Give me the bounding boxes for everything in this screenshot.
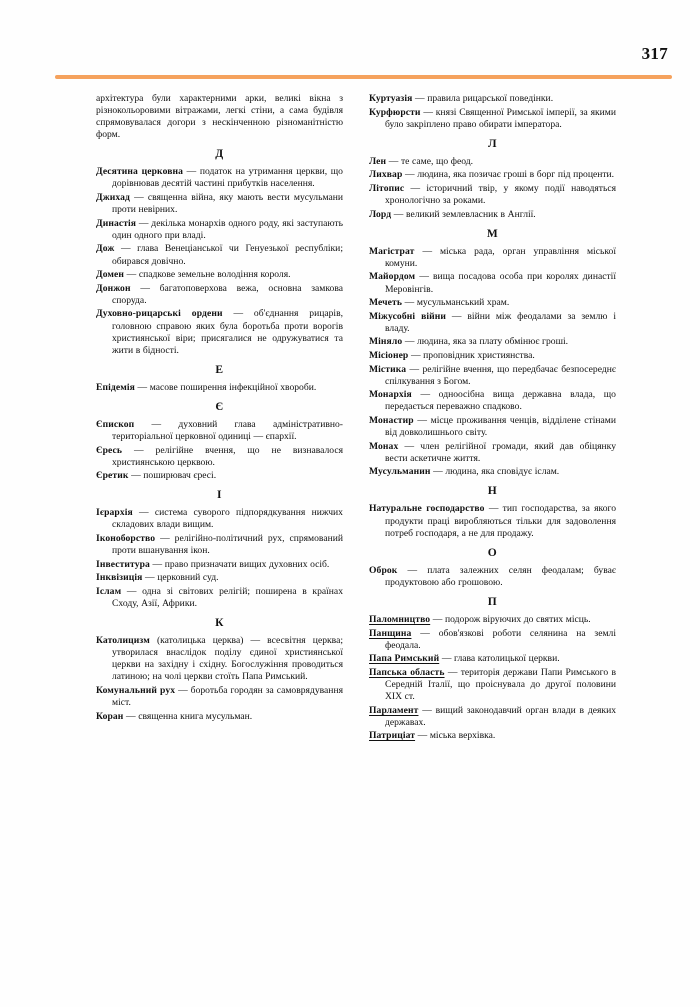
glossary-term: Міжусобні війни	[369, 310, 447, 322]
glossary-entry	[96, 685, 343, 709]
glossary-term: Інквізиція	[96, 572, 143, 584]
glossary-definition: — проповідник християнства.	[410, 350, 535, 361]
glossary-definition: — вищий законодавчий орган влади в деяких державах.	[385, 704, 616, 728]
alphabet-section-letter: Д	[215, 148, 224, 161]
glossary-entry	[96, 507, 343, 531]
glossary-entry	[96, 243, 343, 267]
alphabet-section-letter: Л	[487, 137, 498, 150]
glossary-term: Натуральне господарство	[369, 503, 485, 515]
glossary-entry	[96, 533, 343, 557]
glossary-definition: — священна книга мусульман.	[126, 710, 253, 722]
glossary-entry	[96, 445, 343, 469]
alphabet-section-letter: І	[217, 489, 222, 502]
glossary-definition: — система суворого підпорядкування нижчих складових влади вищим.	[112, 507, 343, 531]
glossary-definition: — член релігійної громади, який дав обіцянку вести аскетичне життя.	[385, 440, 616, 464]
glossary-definition: — боротьба городян за самоврядування міст.	[112, 684, 343, 709]
glossary-definition: — глава католицької церкви.	[441, 653, 560, 665]
glossary-definition: — територія держави Папи Римського в Середній Італії, що проіснувала до другої половини XIX ст.	[385, 666, 616, 702]
glossary-entry	[369, 336, 616, 348]
glossary-entry	[369, 415, 616, 439]
glossary-definition: — те саме, що феод.	[388, 155, 474, 167]
glossary-term: Курфюрсти	[369, 106, 421, 118]
glossary-term: Лихвар	[369, 169, 403, 181]
glossary-term: Міняло	[369, 336, 403, 348]
glossary-definition: — одна зі світових релігій; поширена в країнах Сходу, Азії, Африки.	[112, 585, 343, 609]
glossary-term: Паломництво	[369, 613, 431, 625]
glossary-definition: — багатоповерхова вежа, основна замкова споруда.	[112, 282, 343, 306]
glossary-term: Парламент	[369, 704, 419, 716]
glossary-term: Єресь	[96, 444, 123, 456]
glossary-term: Літопис	[369, 182, 405, 194]
alphabet-section-letter: Н	[487, 485, 498, 498]
glossary-definition: — князі Священної Римської імперії, за якими було закріплено право обирати імператора.	[385, 106, 616, 130]
glossary-term: Комунальний рух	[96, 684, 176, 696]
glossary-definition: — обов'язкові роботи селянина на землі феодала.	[385, 627, 616, 651]
glossary-entry	[369, 389, 616, 413]
glossary-definition: — духовний глава адміністративно-територіальної церковної одиниці — єпархії.	[112, 418, 343, 442]
glossary-definition: — поширювач єресі.	[131, 470, 217, 482]
glossary-entry	[369, 614, 616, 626]
right-column	[369, 93, 616, 983]
alphabet-section-letter: Є	[215, 400, 224, 413]
glossary-definition: — міська рада, орган управління міської комуни.	[385, 245, 616, 269]
glossary-entry	[369, 667, 616, 703]
glossary-entry	[369, 730, 616, 742]
glossary-term: Папа Римський	[369, 653, 440, 665]
glossary-definition: — релігійне вчення, що передбачає безпосереднє спілкування з Богом.	[385, 363, 616, 387]
glossary-definition: — релігійно-політичний рух, спрямований проти вшанування ікон.	[112, 533, 343, 557]
glossary-term: Єретик	[96, 470, 129, 482]
glossary-definition: — масове поширення інфекційної хвороби.	[137, 381, 317, 393]
glossary-entry	[369, 653, 616, 665]
glossary-entry	[369, 107, 616, 131]
glossary-definition: — місце проживання ченців, відділене стінами від довколишнього світу.	[385, 414, 616, 439]
glossary-term: Мечеть	[369, 297, 403, 309]
glossary-definition: — міська верхівка.	[417, 730, 496, 742]
glossary-definition: — податок на утримання церкви, що дорівнював десятій частині прибутків населення.	[112, 166, 343, 190]
glossary-term: Джихад	[96, 192, 131, 204]
glossary-entry	[369, 209, 616, 221]
glossary-entry	[369, 246, 616, 270]
glossary-definition: — право призначати вищих духовних осіб.	[152, 558, 330, 570]
glossary-entry	[96, 218, 343, 242]
glossary-entry	[96, 308, 343, 356]
glossary-definition: — тип господарства, за якого продукти праці виробляються тільки для задоволення потреб господаря, а не для продажу.	[385, 503, 616, 539]
glossary-term: Десятина церковна	[96, 166, 184, 178]
glossary-term: Донжон	[96, 282, 131, 294]
glossary-definition: — війни між феодалами за землю і владу.	[385, 310, 616, 334]
glossary-entry	[96, 470, 343, 482]
glossary-definition: — правила рицарської поведінки.	[415, 93, 554, 104]
glossary-entry	[369, 93, 616, 105]
glossary-entry	[96, 166, 343, 190]
glossary-term: Місіонер	[369, 350, 409, 361]
page-number: 317	[641, 44, 668, 63]
glossary-definition: — людина, яка за плату обмінює гроші.	[404, 336, 569, 348]
glossary-definition: — подорож віруючих до святих місць.	[432, 613, 591, 625]
glossary-term: Династія	[96, 217, 137, 229]
glossary-entry	[96, 635, 343, 683]
continuation-paragraph: архітектура були характерними арки, великі вікна з різнокольоровими вітражами, легкі стіни, а сама будівля спрямовувалася догори з нескінченною різноманітністю форм.	[96, 93, 343, 141]
glossary-term: Іконоборство	[96, 533, 156, 545]
glossary-definition: — релігійне вчення, що не визнавалося християнською церквою.	[112, 444, 343, 468]
glossary-entry	[369, 441, 616, 465]
glossary-entry	[369, 297, 616, 309]
glossary-definition: — декілька монархів одного роду, які заступають один одного при владі.	[112, 217, 343, 241]
glossary-entry	[369, 156, 616, 168]
header-divider-rule	[55, 75, 672, 79]
glossary-term: Духовно-рицарські ордени	[96, 308, 223, 320]
glossary-entry	[369, 565, 616, 589]
glossary-entry	[369, 311, 616, 335]
glossary-entry	[96, 382, 343, 394]
glossary-term: Панщина	[369, 627, 412, 639]
glossary-term: Лорд	[369, 208, 392, 220]
glossary-definition: — плата залежних селян феодалам; буває продуктовою або грошовою.	[385, 564, 616, 588]
glossary-entry	[369, 183, 616, 207]
glossary-entry	[369, 466, 616, 478]
glossary-entry	[96, 572, 343, 584]
glossary-definition: — вища посадова особа при королях династії Меровінгів.	[385, 271, 616, 295]
glossary-term: Магістрат	[369, 245, 415, 257]
page-header	[55, 44, 672, 84]
glossary-definition: — церковний суд.	[145, 572, 219, 584]
glossary-term: Католицизм	[96, 635, 150, 647]
glossary-entry	[369, 169, 616, 181]
glossary-term: Монастир	[369, 414, 414, 426]
glossary-definition: — людина, яка позичає гроші в борг під проценти.	[405, 169, 615, 181]
glossary-entry	[369, 364, 616, 388]
glossary-definition: — священна війна, яку мають вести мусульмани проти невірних.	[112, 192, 343, 216]
glossary-columns	[96, 93, 616, 983]
glossary-entry	[369, 705, 616, 729]
glossary-term: Мусульманин	[369, 466, 431, 478]
glossary-entry	[369, 503, 616, 539]
glossary-entry	[369, 271, 616, 295]
glossary-entry	[96, 419, 343, 443]
alphabet-section-letter: Е	[215, 363, 224, 376]
left-column	[96, 93, 343, 983]
glossary-term: Домен	[96, 269, 125, 281]
glossary-term: Коран	[96, 710, 124, 722]
glossary-definition: — історичний твір, у якому події наводяться хронологічно за роками.	[385, 182, 616, 207]
alphabet-section-letter: О	[487, 546, 498, 559]
glossary-term: Монах	[369, 440, 399, 452]
glossary-term: Монархія	[369, 389, 412, 401]
glossary-term: Дож	[96, 243, 115, 255]
glossary-definition: — об'єднання рицарів, головною справою яких була боротьба проти ворогів християнської віри; присягалися не одружуватися та жити в бідності.	[112, 308, 343, 356]
alphabet-section-letter: М	[486, 227, 499, 240]
glossary-term: Патриціат	[369, 730, 416, 742]
glossary-term: Єпископ	[96, 418, 135, 430]
alphabet-section-letter: К	[215, 617, 224, 630]
glossary-definition: — спадкове земельне володіння короля.	[126, 269, 291, 281]
glossary-definition: — одноосібна вища державна влада, що передається переважно спадково.	[385, 389, 616, 413]
glossary-definition: (католицька церква) — всесвітня церква; утворилася внаслідок поділу єдиної християнської церкви на західну і східну. Богослужіння проводиться латиною; на чолі церкви стоїть Папа Римський.	[112, 635, 343, 683]
glossary-term: Папська область	[369, 666, 445, 678]
glossary-term: Епідемія	[96, 381, 135, 393]
glossary-entry	[96, 192, 343, 216]
glossary-term: Майордом	[369, 271, 416, 283]
glossary-definition: — глава Венеціанської чи Генуезької республіки; обирався довічно.	[112, 243, 343, 267]
glossary-term: Куртуазія	[369, 93, 413, 104]
glossary-term: Інвеститура	[96, 558, 150, 570]
glossary-entry	[369, 628, 616, 652]
alphabet-section-letter: П	[487, 595, 498, 608]
glossary-term: Лен	[369, 155, 387, 167]
glossary-entry	[96, 283, 343, 307]
glossary-definition: — людина, яка сповідує іслам.	[433, 466, 560, 478]
glossary-entry	[96, 269, 343, 281]
glossary-term: Ієрархія	[96, 507, 133, 519]
glossary-term: Оброк	[369, 564, 398, 576]
glossary-term: Містика	[369, 363, 407, 375]
glossary-entry	[96, 586, 343, 610]
glossary-entry	[369, 350, 616, 362]
glossary-definition: — великий землевласник в Англії.	[393, 208, 536, 220]
glossary-entry	[96, 559, 343, 571]
glossary-entry	[96, 711, 343, 723]
glossary-term: Іслам	[96, 585, 122, 597]
glossary-definition: — мусульманський храм.	[404, 297, 510, 309]
